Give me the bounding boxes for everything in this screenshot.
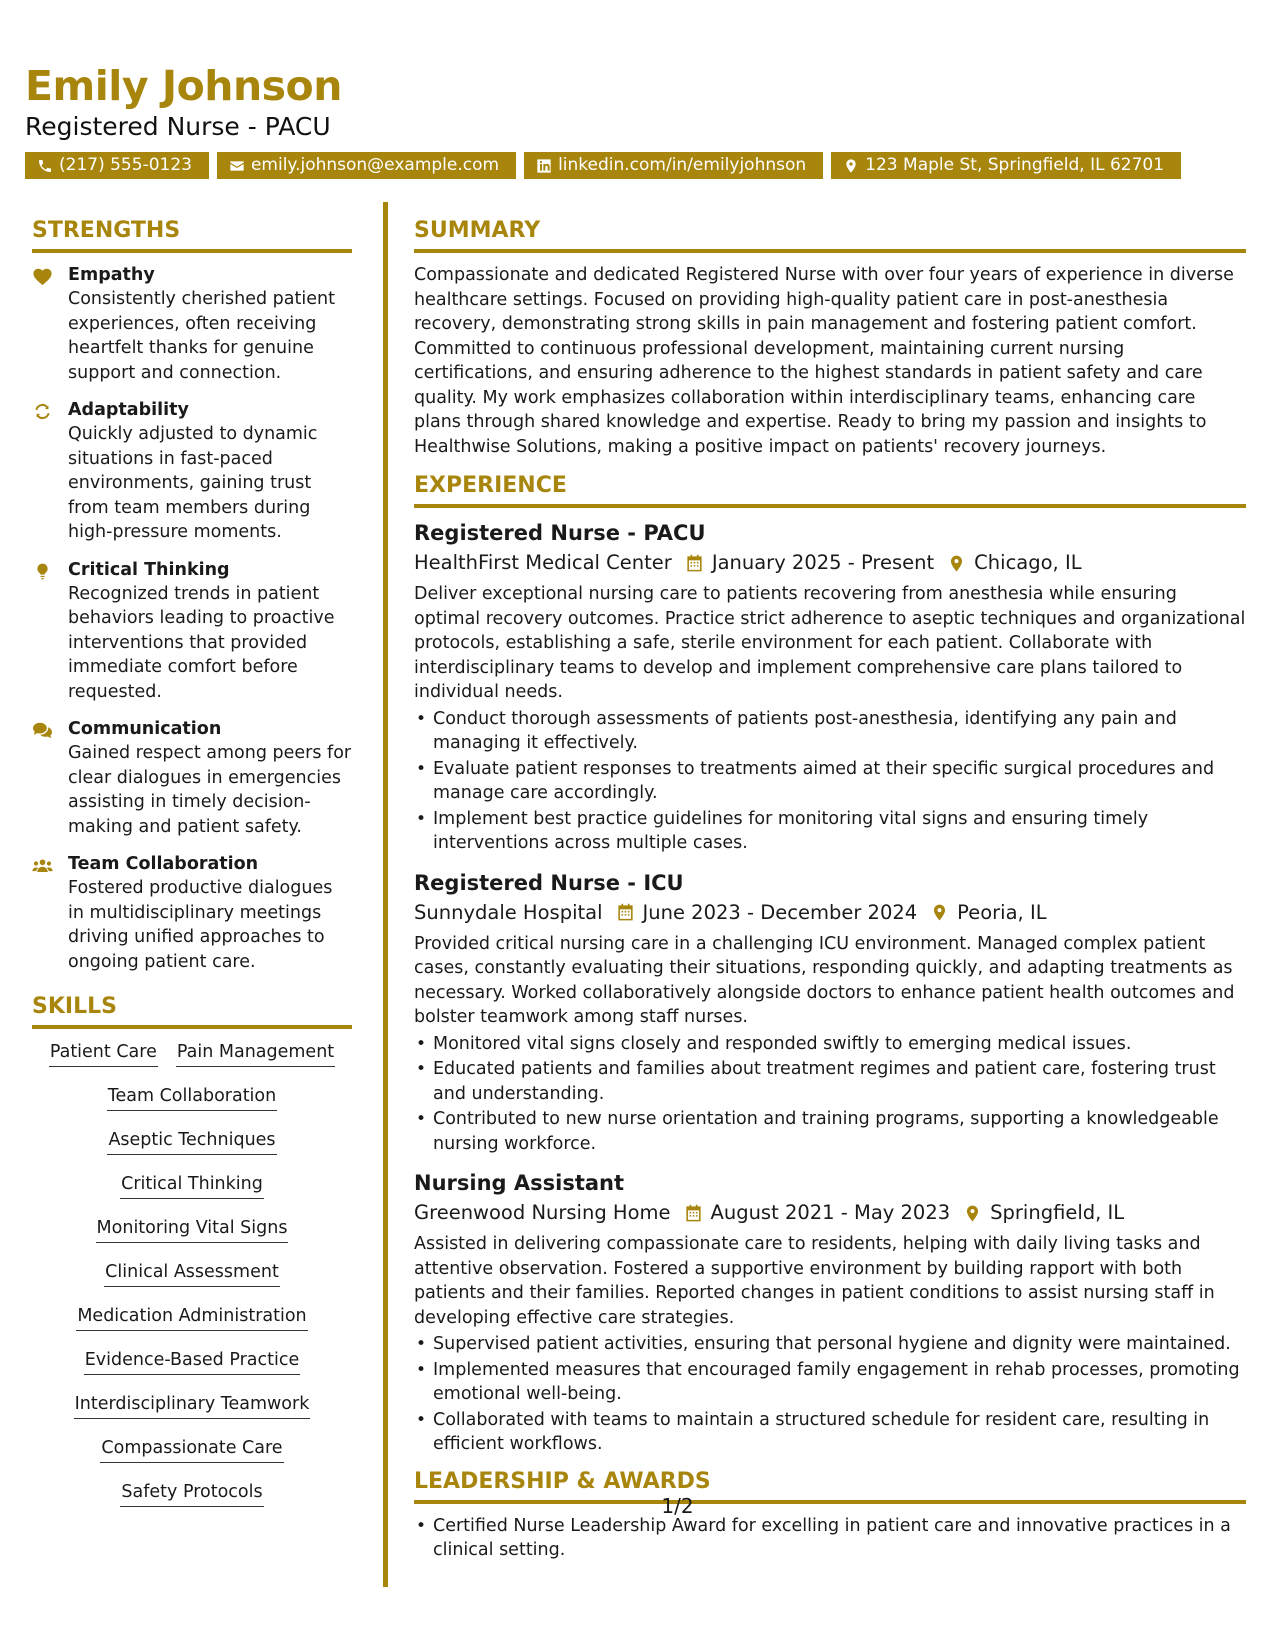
job-meta [414, 1198, 1246, 1228]
location-icon [843, 158, 859, 174]
skills-row [107, 1083, 277, 1111]
candidate-role: Registered Nurse - PACU [25, 112, 331, 141]
skill-tag: Monitoring Vital Signs [96, 1215, 289, 1243]
strength-item [32, 558, 352, 705]
linkedin-icon [536, 158, 552, 174]
job-bullet: • Supervised patient activities, ensuring that personal hygiene and dignity were maintained. [414, 1332, 1246, 1357]
job-bullet: • Monitored vital signs closely and responded swiftly to emerging medical issues. [414, 1032, 1246, 1057]
job-employer: Sunnydale Hospital [414, 900, 603, 924]
job-meta [414, 548, 1246, 578]
skill-tag: Clinical Assessment [104, 1259, 280, 1287]
contact-email[interactable] [217, 152, 516, 179]
candidate-name: Emily Johnson [25, 62, 342, 110]
skill-tag: Aseptic Techniques [107, 1127, 276, 1155]
job-bullet: • Contributed to new nurse orientation and training programs, supporting a knowledgeable nursing workforce. [414, 1107, 1246, 1156]
contact-address-text: 123 Maple St, Springfield, IL 62701 [865, 155, 1165, 175]
column-divider [383, 202, 388, 1587]
job-location: Peoria, IL [957, 900, 1047, 924]
job-bullet: • Educated patients and families about treatment regimes and patient care, fostering trust and understanding. [414, 1057, 1246, 1106]
skills-row [49, 1039, 335, 1067]
skills-row [104, 1259, 280, 1287]
award-item: • Certified Nurse Leadership Award for excelling in patient care and innovative practices in a clinical setting. [414, 1514, 1246, 1563]
calendar-icon [684, 1204, 703, 1223]
job-employer: Greenwood Nursing Home [414, 1201, 671, 1224]
skill-tag: Compassionate Care [100, 1435, 283, 1463]
skills-row [76, 1303, 307, 1331]
summary-text: Compassionate and dedicated Registered Nurse with over four years of experience in diverse healthcare settings. Focused on providing high-quality patient care in post-anesthesia recovery, demonstrating strong skills in pain management and fostering patient comfort. Committed to continuous professional development, maintaining current nursing certifications, and ensuring adherence to the highest standards in patient safety and care quality. My work emphasizes collaboration within interdisciplinary teams, enhancing care plans through shared knowledge and expertise. Ready to bring my passion and insights to Healthwise Solutions, making a positive impact on patients' recovery journeys. [414, 265, 1234, 457]
skills-row [120, 1171, 264, 1199]
job-dates: January 2025 - Present [711, 551, 935, 574]
job-entry [414, 1168, 1246, 1457]
job-description: Provided critical nursing care in a challenging ICU environment. Managed complex patient cases, constantly evaluating their situations, responding quickly, and adapting treatments as necessary. Worked collaboratively alongside doctors to enhance patient health outcomes and bolster teamwork among staff nurses. [414, 933, 1235, 1027]
page-number: 1/2 [661, 1494, 694, 1518]
strengths-heading: STRENGTHS [32, 218, 352, 253]
strength-title: Communication [68, 719, 222, 739]
strength-item [32, 717, 352, 839]
chat-icon [32, 721, 53, 740]
job-title: Registered Nurse - ICU [414, 870, 684, 895]
job-location: Springfield, IL [990, 1201, 1125, 1224]
lightbulb-icon [32, 562, 53, 581]
job-entry [414, 868, 1246, 1157]
skills-row [96, 1215, 289, 1243]
strength-title: Adaptability [68, 400, 189, 420]
phone-icon [37, 158, 53, 174]
strength-item [32, 263, 352, 385]
strength-item [32, 852, 352, 974]
contact-linkedin[interactable] [524, 152, 823, 179]
skill-tag: Patient Care [49, 1039, 158, 1067]
contact-phone[interactable] [25, 152, 209, 179]
skills-row [107, 1127, 276, 1155]
strength-title: Critical Thinking [68, 559, 230, 580]
strength-desc: Gained respect among peers for clear dialogues in emergencies assisting in timely decision-making and patient safety. [68, 743, 352, 837]
strength-title: Empathy [68, 265, 155, 285]
location-icon [930, 903, 949, 922]
skill-tag: Interdisciplinary Teamwork [74, 1391, 311, 1419]
location-icon [963, 1204, 982, 1223]
experience-heading: EXPERIENCE [414, 473, 1246, 508]
contact-phone-text: (217) 555-0123 [59, 155, 192, 175]
left-column [32, 218, 352, 1523]
contact-address [831, 152, 1181, 179]
job-employer: HealthFirst Medical Center [414, 551, 672, 574]
refresh-icon [32, 402, 53, 421]
skill-tag: Pain Management [176, 1039, 335, 1067]
contact-bar [25, 152, 1181, 179]
skill-tag: Critical Thinking [120, 1171, 264, 1199]
strength-desc: Fostered productive dialogues in multidisciplinary meetings driving unified approaches to ongoing patient care. [68, 878, 333, 972]
summary-heading: SUMMARY [414, 218, 1246, 253]
job-dates: August 2021 - May 2023 [710, 1201, 951, 1224]
strength-item [32, 398, 352, 545]
calendar-icon [616, 903, 635, 922]
strength-title: Team Collaboration [68, 854, 259, 874]
skills-row [100, 1435, 283, 1463]
job-bullet: • Implemented measures that encouraged family engagement in rehab processes, promoting emotional well-being. [414, 1358, 1246, 1407]
contact-linkedin-text: linkedin.com/in/emilyjohnson [558, 155, 807, 175]
job-meta [414, 898, 1246, 928]
awards-list [414, 1514, 1246, 1563]
job-bullets [414, 707, 1246, 856]
job-description: Deliver exceptional nursing care to patients recovering from anesthesia while ensuring optimal recovery outcomes. Practice strict adherence to aseptic techniques and organizational protocols, establishing a safe, sterile environment for each patient. Collaborate with interdisciplinary teams to develop and implement comprehensive care plans tailored to individual needs. [414, 584, 1246, 702]
strength-desc: Recognized trends in patient behaviors leading to proactive interventions that provided immediate comfort before requested. [68, 583, 335, 702]
right-column [414, 218, 1246, 1564]
users-icon [32, 856, 53, 875]
job-dates: June 2023 - December 2024 [642, 900, 918, 924]
calendar-icon [685, 554, 704, 573]
job-title: Nursing Assistant [414, 1171, 625, 1195]
job-description: Assisted in delivering compassionate care to residents, helping with daily living tasks and attentive observation. Fostered a supportive environment by building rapport with both patients and their families. Reported changes in patient conditions to assist nursing staff in developing effective care strategies. [414, 1234, 1215, 1328]
job-entry [414, 518, 1246, 856]
job-title: Registered Nurse - PACU [414, 521, 706, 545]
contact-email-text: emily.johnson@example.com [250, 155, 500, 175]
job-bullet: • Conduct thorough assessments of patients post-anesthesia, identifying any pain and managing it effectively. [414, 707, 1246, 756]
strength-desc: Quickly adjusted to dynamic situations in fast-paced environments, gaining trust from team members during high-pressure moments. [68, 424, 318, 542]
heart-icon [32, 267, 53, 286]
skill-tag: Safety Protocols [120, 1479, 263, 1507]
job-bullets [414, 1332, 1246, 1457]
job-location: Chicago, IL [974, 551, 1082, 574]
job-bullets [414, 1032, 1246, 1157]
strength-desc: Consistently cherished patient experiences, often receiving heartfelt thanks for genuine support and connection. [68, 289, 335, 383]
skill-tag: Team Collaboration [107, 1083, 277, 1111]
skills-row [84, 1347, 301, 1375]
skills-list [32, 1039, 352, 1523]
envelope-icon [229, 158, 245, 174]
skills-heading: SKILLS [32, 994, 352, 1029]
job-bullet: • Evaluate patient responses to treatments aimed at their specific surgical procedures and manage care accordingly. [414, 757, 1246, 806]
location-icon [947, 554, 966, 573]
job-bullet: • Collaborated with teams to maintain a structured schedule for resident care, resulting in efficient workflows. [414, 1408, 1246, 1457]
skill-tag: Medication Administration [76, 1303, 307, 1331]
job-bullet: • Implement best practice guidelines for monitoring vital signs and ensuring timely interventions across multiple cases. [414, 807, 1246, 856]
awards-heading: LEADERSHIP & AWARDS [414, 1469, 1246, 1504]
skill-tag: Evidence-Based Practice [84, 1347, 301, 1375]
skills-row [74, 1391, 311, 1419]
